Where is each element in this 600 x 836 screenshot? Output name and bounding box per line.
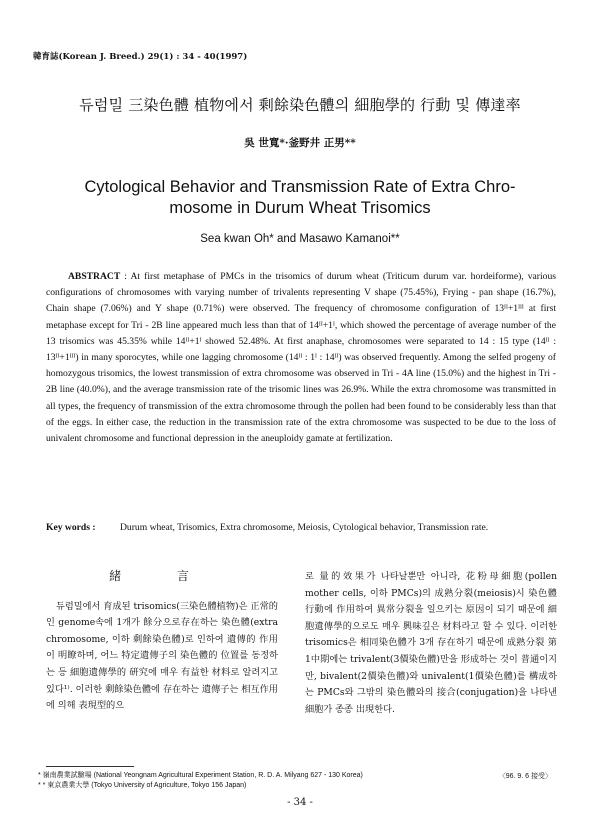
keywords-text: Durum wheat, Trisomics, Extra chromosome, Meiosis, Cytological behavior, Transmission rate.: [120, 522, 489, 533]
abstract-text: : At first metaphase of PMCs in the trisomics of durum wheat (Triticum durum var. hordeiforme), various configurations of chromosomes with varying number of trivalents representing V shape (75.45%), Frying - pan shape (16.7%), Chain shape (7.06%) and Y shape (0.71%) were observed. The frequency of chromosome configuration of 13ᴵᴵ+1ᴵᴵᴵ at first metaphase except for Tri - 2B line appeared much less than that of 14ᴵᴵ+1ᴵ, which showed the percentage of average number of the 13 trisomics was 45.35% while 14ᴵᴵ+1ᴵ showed 52.48%. At first anaphase, chromosomes were separated to 14 : 15 type (14ᴵᴵ : 13ᴵᴵ+1ᴵᴵᴵ) in many sporocytes, while one lagging chromosome (14ᴵᴵ : 1ᴵ : 14ᴵᴵ) was observed frequently. Among the selfed progeny of homozygous trisomics, the lowest transmission of extra chromosome was observed in Tri - 4A line (15.0%) and the highest in Tri - 2B line (40.0%), and the average transmission rate of the trisomic lines was 26.9%. While the extra chromosome was transmitted in all types, the frequency of transmission of the extra chromosome through the pollen had been found to be considerably less than that of the eggs. In either case, the reduction in the transmission rate of the extra chromosome was suspected to be due to the loss of univalent chromosome and functional depression in the aneuploidy gamate at fertilization.: [46, 271, 556, 445]
english-title-line2: mosome in Durum Wheat Trisomics: [169, 199, 431, 217]
abstract-label: ABSTRACT: [68, 271, 121, 282]
korean-title: 듀럼밀 三染色體 植物에서 剩餘染色體의 細胞學的 行動 및 傳達率: [79, 96, 521, 114]
abstract: [46, 269, 556, 447]
english-title-line1: Cytological Behavior and Transmission Rate of Extra Chro-: [84, 178, 516, 196]
section-heading-introduction: 緒 言: [109, 569, 215, 583]
page-number: - 34 -: [287, 797, 313, 808]
footnote-affiliation-1: * 嶺南農業試驗場 (National Yeongnam Agricultural Experiment Station, R. D. A. Milyang 627 - 130 Korea): [38, 772, 363, 779]
received-date: 〈96. 9. 6 接受〉: [498, 773, 552, 780]
footnote-affiliation-2: * * 東京農業大學 (Tokyo University of Agriculture, Tokyo 156 Japan): [38, 782, 247, 789]
keywords: [46, 520, 556, 536]
english-title: [40, 177, 560, 219]
korean-authors: 吳 世寬*·釜野井 正男**: [244, 137, 356, 149]
right-column-paragraph: 로 量的效果가 나타날뿐만 아니라, 花粉母細胞(pollen mother cells, 이하 PMCs)의 成熟分裂(meiosis)시 染色體行動에 作用하여 異常分裂을 일으키는 原因이 되기 때문에 細胞遺傳學的으로도 매우 興味깊은 材料라고 할 수 있다. 이러한 trisomics은 相同染色體가 3개 存在하기 때문에 成熟分裂 第1中期에는 trivalent(3價染色體)만을 形成하는 것이 普通이지만, bivalent(2價染色體)와 univalent(1價染色體)를 構成하는 PMCs와 그밖의 染色體와의 接合(conjugation)을 나타낸 細胞가 종종 出現한다.: [305, 571, 557, 715]
left-column: [46, 568, 278, 715]
footnote-divider: [46, 766, 134, 767]
journal-reference: 韓育誌(Korean J. Breed.) 29(1) : 34 - 40(1997): [33, 52, 248, 62]
left-column-paragraph: 듀럼밀에서 育成된 trisomics(三染色體植物)은 正常的인 genome속에 1개가 餘分으로存在하는 染色體(extra chromosome, 이하 剩餘染色體)로 인하여 遺傳的 作用이 明瞭하며, 어느 特定遺傳子의 染色體的 位置를 동정하는 등 細胞遺傳學的 硏究에 매우 有益한 材料로 알려지고 있다¹⁾. 이러한 剩餘染色體에 存在하는 遺傳子는 相互作用에 의해 表現型的으: [46, 600, 278, 712]
right-column: [305, 569, 557, 718]
english-authors: Sea kwan Oh* and Masawo Kamanoi**: [200, 233, 400, 245]
keywords-label: Key words :: [46, 522, 96, 533]
